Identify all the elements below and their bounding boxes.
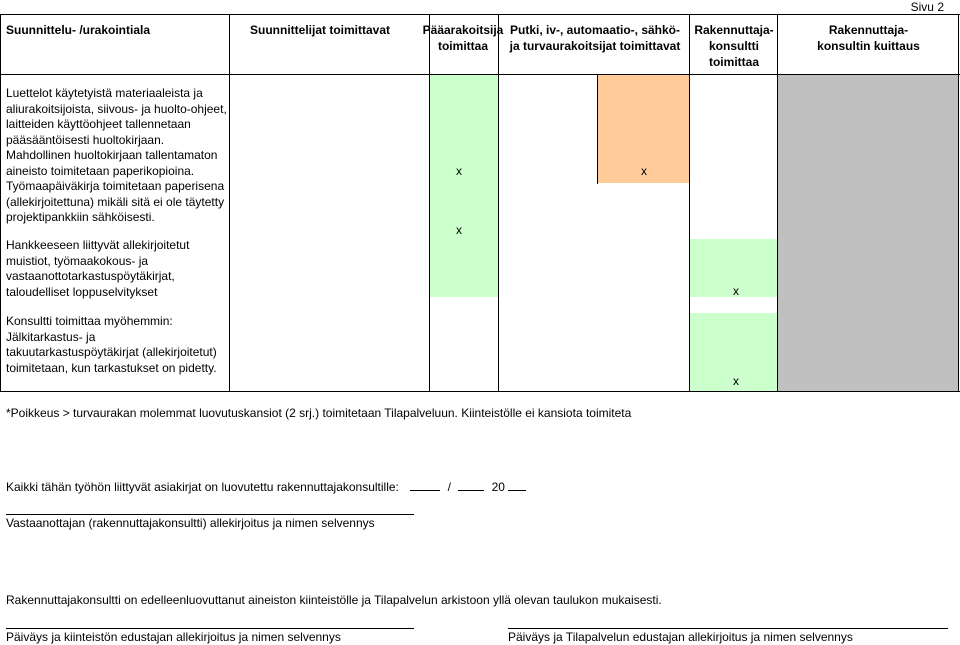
header-bottom-border [0, 74, 960, 75]
consultant-statement: Rakennuttajakonsultti on edelleenluovuttanut aineiston kiinteistölle ja Tilapalvelun arkistoon yllä olevan taulukon mukaisesti. [6, 593, 662, 607]
footnote: *Poikkeus > turvaurakan molemmat luovutuskansiot (2 srj.) toimitetaan Tilapalveluun. Kiinteistölle ei kansiota toimiteta [6, 406, 632, 420]
row-3-col5-mark: x [733, 284, 739, 298]
header-col3: Pääarakoitsija toimittaa [422, 23, 504, 53]
row-1-col3-mark: x [456, 164, 462, 178]
row-1-description: Luettelot käytetyistä materiaaleista ja aliurakoitsijoista, siivous- ja huolto-ohjeet, laitteiden käyttöohjeet tallennetaan pääsääntöisesti huoltokirjaan. Mahdollinen huoltokirjaan tallentamaton aineisto toimitetaan paperikopioina. [6, 86, 227, 178]
header-col1: Suunnittelu- /urakointiala [6, 23, 151, 37]
header-col2: Suunnittelijat toimittavat [250, 23, 391, 37]
handover-statement: Kaikki tähän työhön liittyvät asiakirjat on luovutettu rakennuttajakonsultille: / 20 [6, 480, 526, 494]
row-4-description: Konsultti toimittaa myöhemmin: Jälkitarkastus- ja takuutarkastuspöytäkirjat (allekirjoitetut) toimitetaan, kun tarkastukset on pidetty. [6, 314, 217, 375]
header-col4: Putki, iv-, automaatio-, sähkö- ja turvaurakoitsijat toimittavat [509, 23, 681, 53]
table-top-border [0, 14, 960, 15]
receiver-signature-label: Vastaanottajan (rakennuttajakonsultti) allekirjoitus ja nimen selvennys [6, 516, 375, 530]
header-col6: Rakennuttaja- konsultin kuittaus [817, 23, 920, 53]
col-separator-6 [777, 14, 778, 392]
row-2-description: Työmaapäiväkirja toimitetaan paperisena (allekirjoitettuna) mikäli sitä ei ole täytetty projektipankkiin sähköisesti. [6, 179, 225, 224]
year-blank[interactable] [508, 480, 526, 491]
col-separator-4 [597, 74, 598, 184]
table-left-border [0, 14, 1, 392]
col-separator-2 [429, 14, 430, 392]
row-4-col5-mark: x [733, 374, 739, 388]
table-right-border [958, 14, 959, 392]
col3-green-fill [430, 75, 498, 297]
tilapalvelu-signature-line[interactable] [508, 628, 948, 629]
row-1-col4-mark: x [641, 164, 647, 178]
day-blank[interactable] [410, 480, 440, 491]
property-signature-line[interactable] [6, 628, 414, 629]
header-col5: Rakennuttaja- konsultti toimittaa [694, 23, 774, 69]
table-bottom-border [0, 391, 960, 392]
row-2-col3-mark: x [456, 223, 462, 237]
page-number: Sivu 2 [910, 0, 944, 14]
col-separator-3 [498, 14, 499, 392]
row-3-description: Hankkeeseen liittyvät allekirjoitetut muistiot, työmaakokous- ja vastaanottotarkastuspöytäkirjat, taloudelliset loppuselvitykset [6, 238, 190, 299]
month-blank[interactable] [458, 480, 484, 491]
receiver-signature-line[interactable] [6, 514, 414, 515]
tilapalvelu-signature-label: Päiväys ja Tilapalvelun edustajan allekirjoitus ja nimen selvennys [508, 630, 853, 644]
col6-gray-fill [778, 75, 959, 392]
col-separator-5 [689, 14, 690, 392]
property-signature-label: Päiväys ja kiinteistön edustajan allekirjoitus ja nimen selvennys [6, 630, 341, 644]
